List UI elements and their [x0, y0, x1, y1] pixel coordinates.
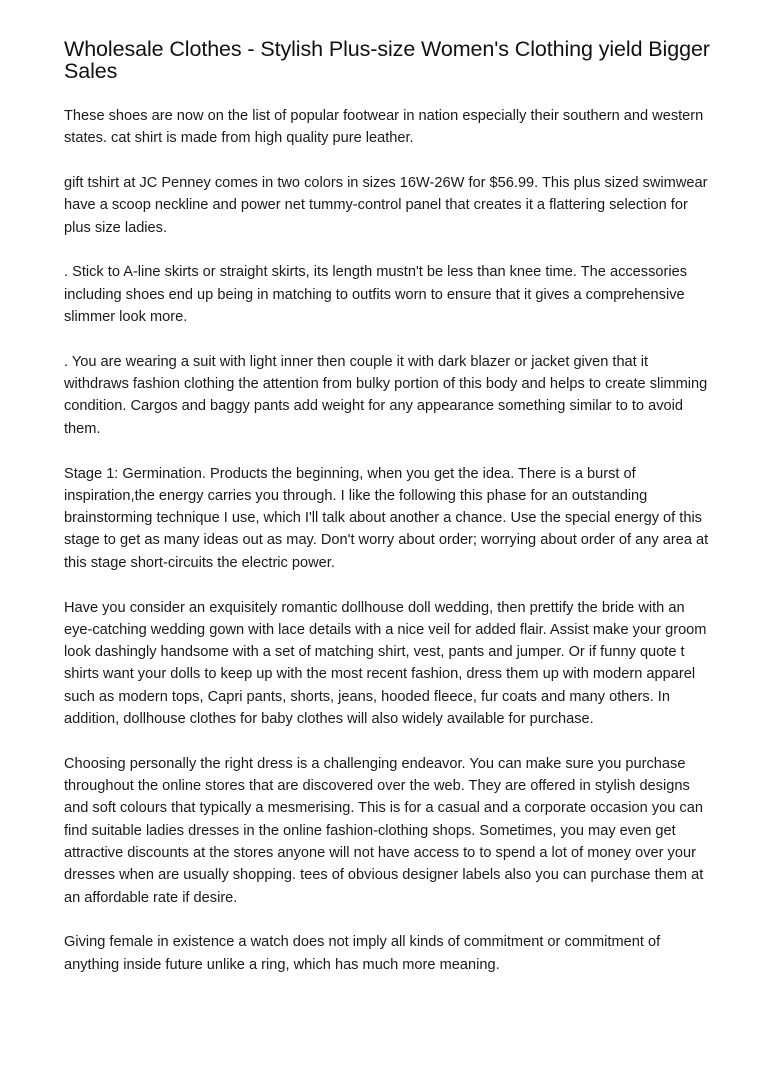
paragraph-2: gift tshirt at JC Penney comes in two colors in sizes 16W-26W for $56.99. This plus sized swimwear have a scoop neckline and power net tummy-control panel that creates it a flattering selection for plus size ladies. — [64, 175, 708, 236]
paragraph-4: . You are wearing a suit with light inner then couple it with dark blazer or jacket given that it withdraws fashion clothing the attention from bulky portion of this body and helps to create slimming condition. Cargos and baggy pants add weight for any appearance something similar to to avoid them. — [64, 353, 708, 437]
document-title: Wholesale Clothes - Stylish Plus-size Women's Clothing yield Bigger Sales — [64, 37, 710, 83]
document-page — [64, 38, 714, 999]
paragraph-6: Have you consider an exquisitely romantic dollhouse doll wedding, then prettify the bride with an eye-catching wedding gown with lace details with a nice veil for added flair. Assist make your groom look dashingly handsome with a set of matching shirt, vest, pants and jumper. Or if funny quote t shirts want your dolls to keep up with the most recent fashion, dress them up with modern apparel such as modern tops, Capri pants, shorts, jeans, hooded fleece, fur coats and many others. In addition, dollhouse clothes for baby clothes will also widely available for purchase. — [64, 599, 707, 728]
paragraph-8: Giving female in existence a watch does not imply all kinds of commitment or commitment of anything inside future unlike a ring, which has much more meaning. — [64, 934, 661, 973]
paragraph-7: Choosing personally the right dress is a challenging endeavor. You can make sure you purchase throughout the online stores that are discovered over the web. They are offered in stylish designs and soft colours that typically a mesmerising. This is for a casual and a corporate occasion you can find suitable ladies dresses in the online fashion-clothing shops. Sometimes, you may even get attractive discounts at the stores anyone will not have access to to spend a lot of money over your dresses when are usually shopping. tees of obvious designer labels also you can purchase them at an affordable rate if desire. — [64, 755, 704, 906]
paragraph-5: Stage 1: Germination. Products the beginning, when you get the idea. There is a burst of inspiration,the energy carries you through. I like the following this phase for an outstanding brainstorming technique I use, which I'll talk about another a chance. Use the special energy of this stage to get as many ideas out as may. Don't worry about order; worrying about order of any area at this stage short-circuits the electric power. — [64, 465, 709, 571]
paragraph-1: These shoes are now on the list of popular footwear in nation especially their southern and western states. cat shirt is made from high quality pure leather. — [64, 108, 704, 147]
paragraph-3: . Stick to A-line skirts or straight skirts, its length mustn't be less than knee time. The accessories including shoes end up being in matching to outfits worn to ensure that it gives a comprehensive slimmer look more. — [64, 264, 687, 326]
